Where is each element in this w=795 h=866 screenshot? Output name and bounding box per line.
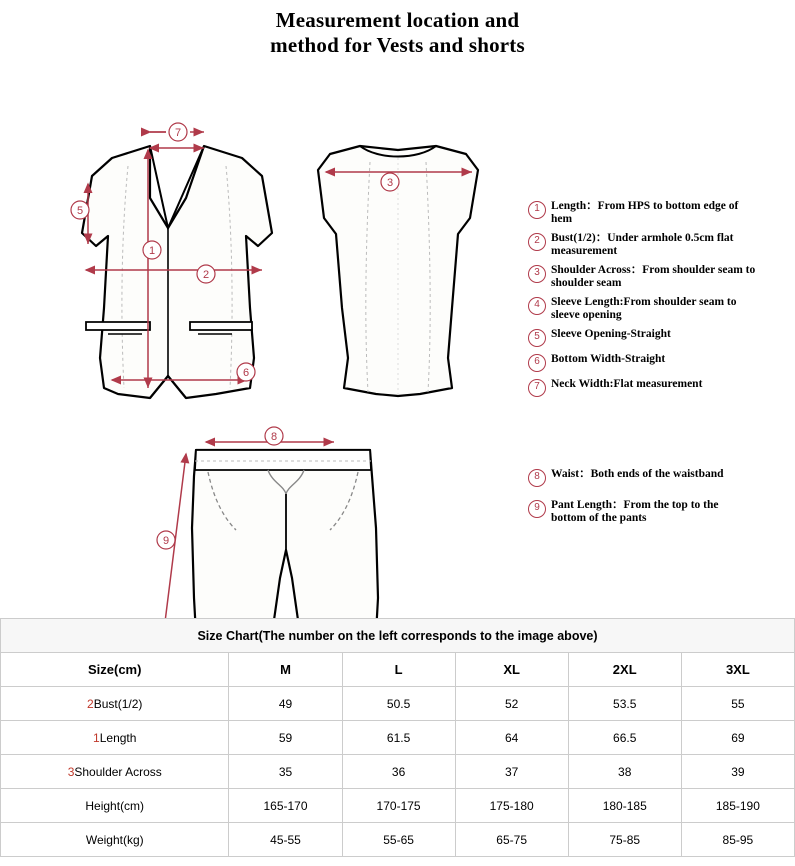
cell-value: 37	[455, 755, 568, 789]
table-row	[1, 823, 795, 857]
size-chart-title: Size Chart(The number on the left corresponds to the image above)	[1, 619, 795, 653]
row-label-text: Weight(kg)	[85, 832, 144, 847]
legend-text: Sleeve Opening-Straight	[551, 328, 671, 340]
legend-item-1	[528, 200, 756, 226]
cell-value: 85-95	[681, 823, 794, 857]
title-line-1: Measurement location and	[275, 8, 520, 32]
legend-number-icon: 3	[528, 265, 546, 283]
legend-item-4	[528, 296, 756, 322]
cell-value: 69	[681, 721, 794, 755]
cell-value: 170-175	[342, 789, 455, 823]
row-label-text: Height(cm)	[85, 798, 145, 813]
table-header-row	[1, 653, 795, 687]
cell-value: 50.5	[342, 687, 455, 721]
row-label-bust	[1, 687, 229, 721]
table-title-row	[1, 619, 795, 653]
header-cell-m: M	[229, 653, 342, 687]
legend-bottom	[528, 468, 756, 531]
table-row	[1, 721, 795, 755]
legend-text: Pant Length：From the top to the bottom of the pants	[551, 499, 719, 524]
row-number: 1	[93, 730, 100, 745]
cell-value: 55-65	[342, 823, 455, 857]
cell-value: 175-180	[455, 789, 568, 823]
legend-item-6	[528, 353, 756, 372]
svg-text:5: 5	[76, 205, 84, 217]
cell-value: 75-85	[568, 823, 681, 857]
legend-text: Shoulder Across：From shoulder seam to shoulder seam	[551, 264, 756, 289]
size-chart-table	[0, 618, 795, 857]
svg-text:2: 2	[202, 269, 210, 281]
shorts-illustration	[192, 450, 378, 628]
cell-value: 185-190	[681, 789, 794, 823]
legend-number-icon: 5	[528, 329, 546, 347]
cell-value: 165-170	[229, 789, 342, 823]
legend-top	[528, 200, 756, 403]
cell-value: 39	[681, 755, 794, 789]
legend-number-icon: 8	[528, 469, 546, 487]
svg-text:7: 7	[174, 127, 182, 139]
row-label-text: Bust(1/2)	[93, 696, 143, 711]
row-label-length	[1, 721, 229, 755]
cell-value: 180-185	[568, 789, 681, 823]
legend-item-5	[528, 328, 756, 347]
table-row	[1, 789, 795, 823]
legend-text: Bust(1/2)：Under armhole 0.5cm flat measurement	[551, 232, 734, 257]
legend-item-8	[528, 468, 756, 487]
svg-text:3: 3	[386, 177, 394, 189]
diagram-area	[0, 58, 795, 628]
svg-text:1: 1	[148, 245, 156, 257]
legend-text: Waist：Both ends of the waistband	[551, 468, 724, 480]
legend-number-icon: 7	[528, 379, 546, 397]
table-row	[1, 755, 795, 789]
cell-value: 65-75	[455, 823, 568, 857]
header-cell-2xl: 2XL	[568, 653, 681, 687]
cell-value: 36	[342, 755, 455, 789]
row-number: 3	[67, 764, 75, 779]
row-label-height	[1, 789, 229, 823]
legend-text: Length：From HPS to bottom edge of hem	[551, 200, 739, 225]
legend-item-7	[528, 378, 756, 397]
cell-value: 49	[229, 687, 342, 721]
cell-value: 64	[455, 721, 568, 755]
page-title	[0, 0, 795, 58]
cell-value: 38	[568, 755, 681, 789]
legend-number-icon: 1	[528, 201, 546, 219]
vest-front-illustration	[82, 146, 272, 398]
svg-text:9: 9	[162, 535, 170, 547]
cell-value: 53.5	[568, 687, 681, 721]
size-chart-section	[0, 618, 795, 857]
legend-text: Neck Width:Flat measurement	[551, 378, 703, 390]
cell-value: 66.5	[568, 721, 681, 755]
svg-text:6: 6	[242, 367, 250, 379]
legend-number-icon: 6	[528, 354, 546, 372]
header-cell-3xl: 3XL	[681, 653, 794, 687]
row-label-shoulder	[1, 755, 229, 789]
table-row	[1, 687, 795, 721]
header-cell-xl: XL	[455, 653, 568, 687]
legend-number-icon: 4	[528, 297, 546, 315]
legend-text: Sleeve Length:From shoulder seam to sleeve opening	[551, 296, 737, 321]
legend-item-3	[528, 264, 756, 290]
cell-value: 59	[229, 721, 342, 755]
cell-value: 35	[229, 755, 342, 789]
cell-value: 55	[681, 687, 794, 721]
legend-text: Bottom Width-Straight	[551, 353, 666, 365]
row-label-text: Length	[99, 730, 137, 745]
legend-number-icon: 2	[528, 233, 546, 251]
row-label-weight	[1, 823, 229, 857]
legend-number-icon: 9	[528, 500, 546, 518]
header-cell-size: Size(cm)	[1, 653, 229, 687]
svg-text:8: 8	[270, 431, 278, 443]
header-cell-l: L	[342, 653, 455, 687]
legend-item-2	[528, 232, 756, 258]
row-label-text: Shoulder Across	[74, 764, 162, 779]
row-number: 2	[87, 696, 94, 711]
title-line-2: method for Vests and shorts	[270, 33, 525, 57]
cell-value: 61.5	[342, 721, 455, 755]
cell-value: 45-55	[229, 823, 342, 857]
legend-item-9	[528, 499, 756, 525]
cell-value: 52	[455, 687, 568, 721]
